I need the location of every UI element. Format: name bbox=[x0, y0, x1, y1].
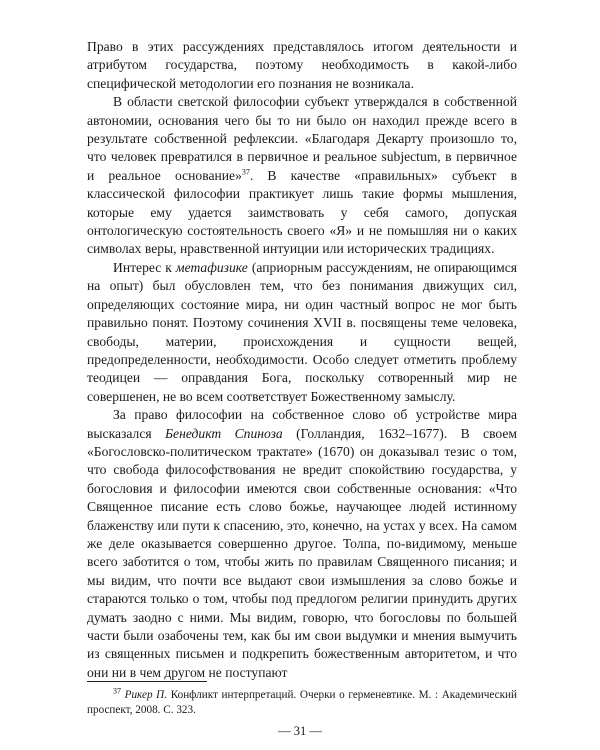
footnote-number: 37 bbox=[113, 686, 121, 696]
body-text bbox=[87, 38, 517, 682]
paragraph-3-text-a: Интерес к bbox=[113, 259, 176, 275]
paragraph-2-text-b: . В качестве «правильных» субъект в классической философии практикует лишь такие формы мышления, которые ему удается заимствовать у себя самого, допуская онтологическую состоятельность своего «Я» и не помышляя ни о каких символах веры, нравственной интуиции или исторических традициях. bbox=[87, 167, 517, 257]
paragraph-4 bbox=[87, 406, 517, 682]
paragraph-1-text: Право в этих рассуждениях представлялось итогом деятельности и атрибутом государства, поэтому необходимость в какой-либо специфической методологии его познания не возникала. bbox=[87, 39, 517, 91]
page-number: — 31 — bbox=[278, 724, 322, 738]
paragraph-2-text-a: В области светской философии субъект утверждался в собственной автономии, основания чего бы то ни было он находил прежде всего в результате собственной рефлексии. «Благодаря Декарту произошло то, что человек превратился в первичное и реальное subjectum, в первичное и реальное основание» bbox=[87, 94, 517, 183]
paragraph-4-text-a: За право философии на собственное слово об устройстве мира высказался bbox=[87, 407, 517, 441]
footnote-text: Конфликт интерпретаций. Очерки о герменевтике. М. : Академический проспект, 2008. С. 323. bbox=[87, 689, 518, 716]
footnote bbox=[87, 688, 517, 718]
footnote-reference[interactable]: 37 bbox=[241, 167, 250, 177]
footnote-divider bbox=[87, 681, 207, 682]
paragraph-1 bbox=[87, 38, 517, 93]
footnote-author: Рикер П. bbox=[124, 689, 168, 701]
paragraph-3-text-b: (априорным рассуждениям, не опирающимся на опыт) был обусловлен тем, что без понимания движущих сил, определяющих состояние мира, ни один частный вопрос не мог быть правильно понят. Поэтому сочинения XVII в. посвящены теме человека, свободы, материи, происхождения и сущности вещей, предопределенности, необходимости. Особо следует отметить проблему теодицеи — оправдания Бога, поскольку сотворенный мир не совершенен, не во всем соответствует Божественному замыслу. bbox=[87, 259, 518, 404]
emphasis-spinoza: Бенедикт Спиноза bbox=[165, 425, 283, 441]
paragraph-3 bbox=[87, 259, 517, 406]
paragraph-2 bbox=[87, 93, 517, 259]
emphasis-metaphysics: метафизике bbox=[175, 259, 248, 275]
paragraph-4-text-b: (Голландия, 1632–1677). В своем «Богословско-политическом трактате» (1670) он доказывал тезис о том, что свобода философствования не вредит спокойствию государства, у богословия и философии имеются свои собственные основания: «Что Священное писание есть слово божье, научающее людей истинному блаженству или пути к спасению, это, конечно, на устах у всех. На самом же деле оказывается совершенно другое. Толпа, по-видимому, меньше всего заботится о том, чтобы жить по правилам Священного писания; и мы видим, что почти все выдают свои измышления за слово божье и стараются только о том, чтобы под предлогом религии принудить других думать заодно с ними. Мы видим, говорю, что богословы по большей части были озабочены тем, как бы им свои выдумки и мнения вымучить из священных письмен и подкрепить божественным авторитетом, и что они ни в чем другом не поступают bbox=[87, 425, 518, 680]
